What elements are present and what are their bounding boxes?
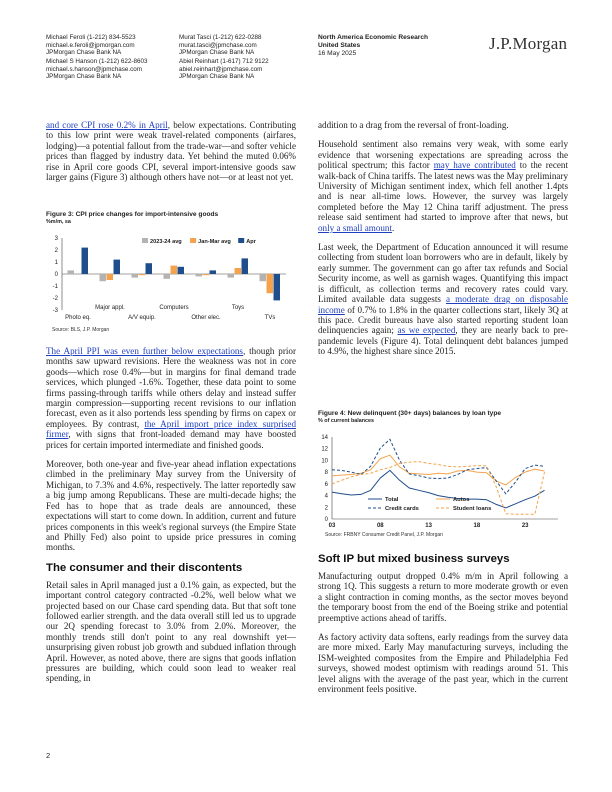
figure-title: Figure 3: CPI price changes for import-intensive goods (46, 211, 219, 218)
bar (68, 270, 75, 274)
category-label: A/V equip. (128, 315, 156, 321)
paragraph: addition to a drag from the reversal of front-loading. (318, 120, 509, 130)
category-label: Photo eq. (65, 315, 91, 321)
left-column-bottom (46, 346, 296, 693)
bar (82, 248, 89, 274)
x-tick-label: 03 (328, 523, 336, 529)
x-tick-label: 08 (376, 523, 384, 529)
y-tick-label: 10 (321, 458, 328, 465)
y-tick-label: -3 (52, 308, 58, 314)
bar (139, 274, 146, 275)
paragraph-text: , though prior months saw upward revisions. Here the weakness was not in core goods—which rose 0.4%—but in margins for final demand trade services, which plunged -1.6%. Together, these data point to some firms passing-through tariffs while others delay and instead suffer margin compression—supporting recent revisions to our inflation forecast, even as it also portends less spending by firms on capex or employees. By contrast, (46, 346, 296, 429)
bar (210, 270, 217, 274)
y-tick-label: -1 (52, 284, 58, 290)
contact-email[interactable]: murat.tasci@jpmchase.com (179, 41, 257, 49)
bar (203, 274, 210, 275)
category-label: Computers (159, 305, 189, 311)
contact-org: JPMorgan Chase Bank NA (46, 73, 122, 81)
legend-swatch (142, 238, 148, 243)
report-region: United States (318, 41, 361, 49)
figure-source: Source: BLS, J.P. Morgan (52, 327, 110, 333)
contact-org: JPMorgan Chase Bank NA (46, 49, 122, 57)
contact-org: JPMorgan Chase Bank NA (179, 73, 255, 81)
y-tick-label: 8 (324, 470, 328, 477)
legend-label: Credit cards (385, 506, 419, 512)
category-label: Major appl. (95, 305, 125, 311)
bar (235, 268, 242, 274)
link-april-ppi[interactable]: The April PPI was even further below expectations (46, 346, 243, 356)
figure-3-chart (46, 232, 296, 330)
link-moderate-drag[interactable]: a moderate drag on disposable income (318, 294, 568, 315)
y-tick-label: 12 (321, 446, 328, 453)
legend-swatch (238, 238, 244, 243)
legend-swatch (190, 238, 196, 243)
contact-feroli (46, 34, 136, 57)
figure-unit: % of current balances (318, 418, 375, 424)
y-tick-label: 6 (324, 481, 328, 488)
y-tick-label: 2 (324, 505, 328, 512)
paragraph (318, 139, 568, 233)
paragraph-text: Last week, the Department of Education announced it will resume collecting from student loan borrowers who are in default, likely by early summer. The government can go after tax refunds and Social Security income, as well as garnish wages. Quantifying this impact is difficult, as collection terms and recovery rates could vary. Limited available data suggests (318, 242, 568, 305)
contact-name: Michael Feroli (1-212) 834-5523 (46, 34, 136, 41)
contact-email[interactable]: abiel.reinhart@jpmchase.com (179, 65, 263, 73)
figure-3 (46, 211, 296, 225)
category-label: Other elec. (191, 315, 221, 321)
right-column-top (318, 120, 568, 366)
bar (107, 274, 114, 280)
figure-4 (318, 410, 568, 424)
y-tick-label: -2 (52, 296, 58, 302)
legend-label: Apr (246, 239, 256, 245)
y-tick-label: 1 (54, 260, 58, 266)
link-only-small-amount[interactable]: only a small amount (318, 222, 393, 233)
paragraph-text: , with signs that front-loaded demand may have boosted prices for certain imported intermediate and finished goods. (46, 429, 296, 450)
series-line (332, 462, 545, 515)
bar (260, 274, 267, 281)
bar (267, 274, 274, 293)
y-tick-label: 0 (324, 517, 328, 523)
bar (114, 260, 121, 274)
bar (178, 267, 185, 274)
y-tick-label: 4 (324, 493, 328, 500)
paragraph-text: of 0.7% to 1.8% in the quarter collections start, likely 3Q at this pace. Credit bureaus have also started reporting student loan delinquencies again; (318, 304, 568, 336)
category-label: TVs (264, 315, 276, 321)
contact-email[interactable]: michael.s.hanson@jpmchase.com (46, 65, 142, 73)
paragraph (46, 346, 296, 450)
left-column-top (46, 120, 296, 191)
link-core-cpi[interactable]: and core CPI rose 0.2% in April (46, 120, 168, 130)
y-tick-label: 3 (54, 236, 58, 242)
paragraph (46, 120, 296, 182)
legend-label: Student loans (453, 506, 492, 512)
contact-hanson (46, 58, 148, 81)
contact-reinhart (179, 58, 269, 81)
paragraph-text: Household sentiment also remains very weak, with some early evidence that worsening expectations are spreading across the political spectrum; this factor (318, 139, 568, 171)
y-tick-label: 0 (54, 272, 58, 278)
figure-unit: %m/m, sa (46, 219, 71, 225)
link-may-have-contributed[interactable]: may have contributed (433, 160, 516, 171)
section-heading-consumer: The consumer and their discontents (46, 561, 243, 574)
x-tick-label: 18 (473, 523, 481, 529)
jpmorgan-logo: J.P.Morgan (489, 34, 568, 53)
figure-title: Figure 4: New delinquent (30+ days) balances by loan type (318, 410, 502, 417)
legend-label: Total (385, 497, 399, 503)
x-tick-label: 23 (521, 523, 529, 529)
figure-source: Source: FRBNY Consumer Credit Panel, J.P. Morgan (325, 532, 443, 538)
contact-org: JPMorgan Chase Bank NA (179, 49, 255, 57)
contact-name: Murat Tasci (1-212) 622-0288 (179, 34, 262, 41)
report-header (318, 34, 428, 57)
y-tick-label: 2 (54, 248, 58, 254)
bar (100, 274, 107, 281)
contact-email[interactable]: michael.e.feroli@jpmorgan.com (46, 41, 135, 49)
link-import-price[interactable]: the April import price index surprised firmer (46, 418, 296, 440)
bar (274, 274, 281, 300)
y-tick-label: 14 (321, 435, 328, 441)
bar (164, 274, 171, 279)
bar (171, 266, 178, 274)
contact-name: Abiel Reinhart (1-617) 712 9122 (179, 58, 269, 65)
contact-name: Michael S Hanson (1-212) 622-8603 (46, 58, 148, 65)
bar (196, 274, 203, 276)
report-title: North America Economic Research (318, 34, 429, 41)
figure-4-chart (318, 433, 568, 535)
report-date: 16 May 2025 (318, 49, 357, 57)
paragraph: Retail sales in April managed just a 0.1% gain, as expected, but the important control category contracted -0.2%, well below what we projected based on our Chase card spending data. But that soft tone followed earlier strength. and the data overall still led us to upgrade our 2Q spending forecast to 3.0% from 2.0%. Moreover, the monthly trends still don't point to any real downshift yet—unsurprising given robust job growth and subdued inflation through April. However, as noted above, there are signs that goods inflation pressures are building, which could soon lead to weaker real spending, in (46, 579, 296, 684)
x-tick-label: 13 (425, 523, 432, 529)
legend-label: Autos (453, 497, 470, 503)
paragraph: Manufacturing output dropped 0.4% m/m in April following a strong 1Q. This suggests a return to more moderate growth or even a slight contraction in coming months, as the sector moves beyond the temporary boost from the end of the Boeing strike and potential preemptive actions ahead of tariffs. (318, 571, 568, 623)
bar (228, 274, 235, 278)
paragraph-text: . (392, 222, 395, 233)
series-line (332, 470, 545, 508)
paragraph-text: , they are nearly back to pre-pandemic levels (Figure 4). Total delinquent debt balances jumped to 4.9%, the highest share since 2015. (318, 325, 568, 357)
legend-label: Jan-Mar avg (198, 239, 231, 245)
series-line (332, 455, 545, 485)
paragraph-text: to the recent walk-back of China tariffs. The latest news was the May preliminary University of Michigan sentiment index, which fell another 1.4pts and is near all-time lows. However, the survey was largely completed before the May 12 China tariff adjustment. The press release said sentiment had started to improve after that news, but (318, 160, 568, 223)
paragraph: Moreover, both one-year and five-year ahead inflation expectations climbed in the preliminary May survey from the University of Michigan, to 7.3% and 4.6%, respectively. The latter reportedly saw a big jump among Republicans. These are multi-decade highs; the Fed has to hope that as trade deals are announced, these expectations will start to come down. In addition, current and future prices components in this week's regional surveys (the Empire State and Philly Fed) also point to upside price pressures in coming months. (46, 459, 296, 553)
bar (132, 274, 139, 278)
category-label: Toys (231, 305, 245, 311)
paragraph: As factory activity data softens, early readings from the survey data are more mixed. Early May manufacturing surveys, including the ISM-weighted composites from the Empire and Philadelphia Fed surveys, showed modest optimism with readings around 51. This level aligns with the average of the past year, which in the current environment feels positive. (318, 632, 568, 695)
contact-tasci (179, 34, 262, 57)
series-line (332, 439, 545, 494)
bar (242, 258, 249, 274)
link-as-we-expected[interactable]: as we expected (397, 325, 456, 336)
section-heading-soft-ip: Soft IP but mixed business surveys (318, 553, 510, 565)
paragraph-text: , below expectations. Contributing to this low print were weak travel-related components (airfares, lodging)—a potential fallout from the trade-war—and softer vehicle prices than flagged by industry data. Yet behind the muted 0.06% rise in April core goods CPI, several import-intensive goods saw larger gains (Figure 3) although others have not—or at least not yet. (46, 120, 296, 183)
page-number: 2 (46, 751, 51, 760)
right-column-bottom (318, 549, 568, 703)
legend-label: 2023-24 avg (150, 239, 182, 245)
paragraph (318, 242, 568, 356)
bar (146, 263, 153, 274)
